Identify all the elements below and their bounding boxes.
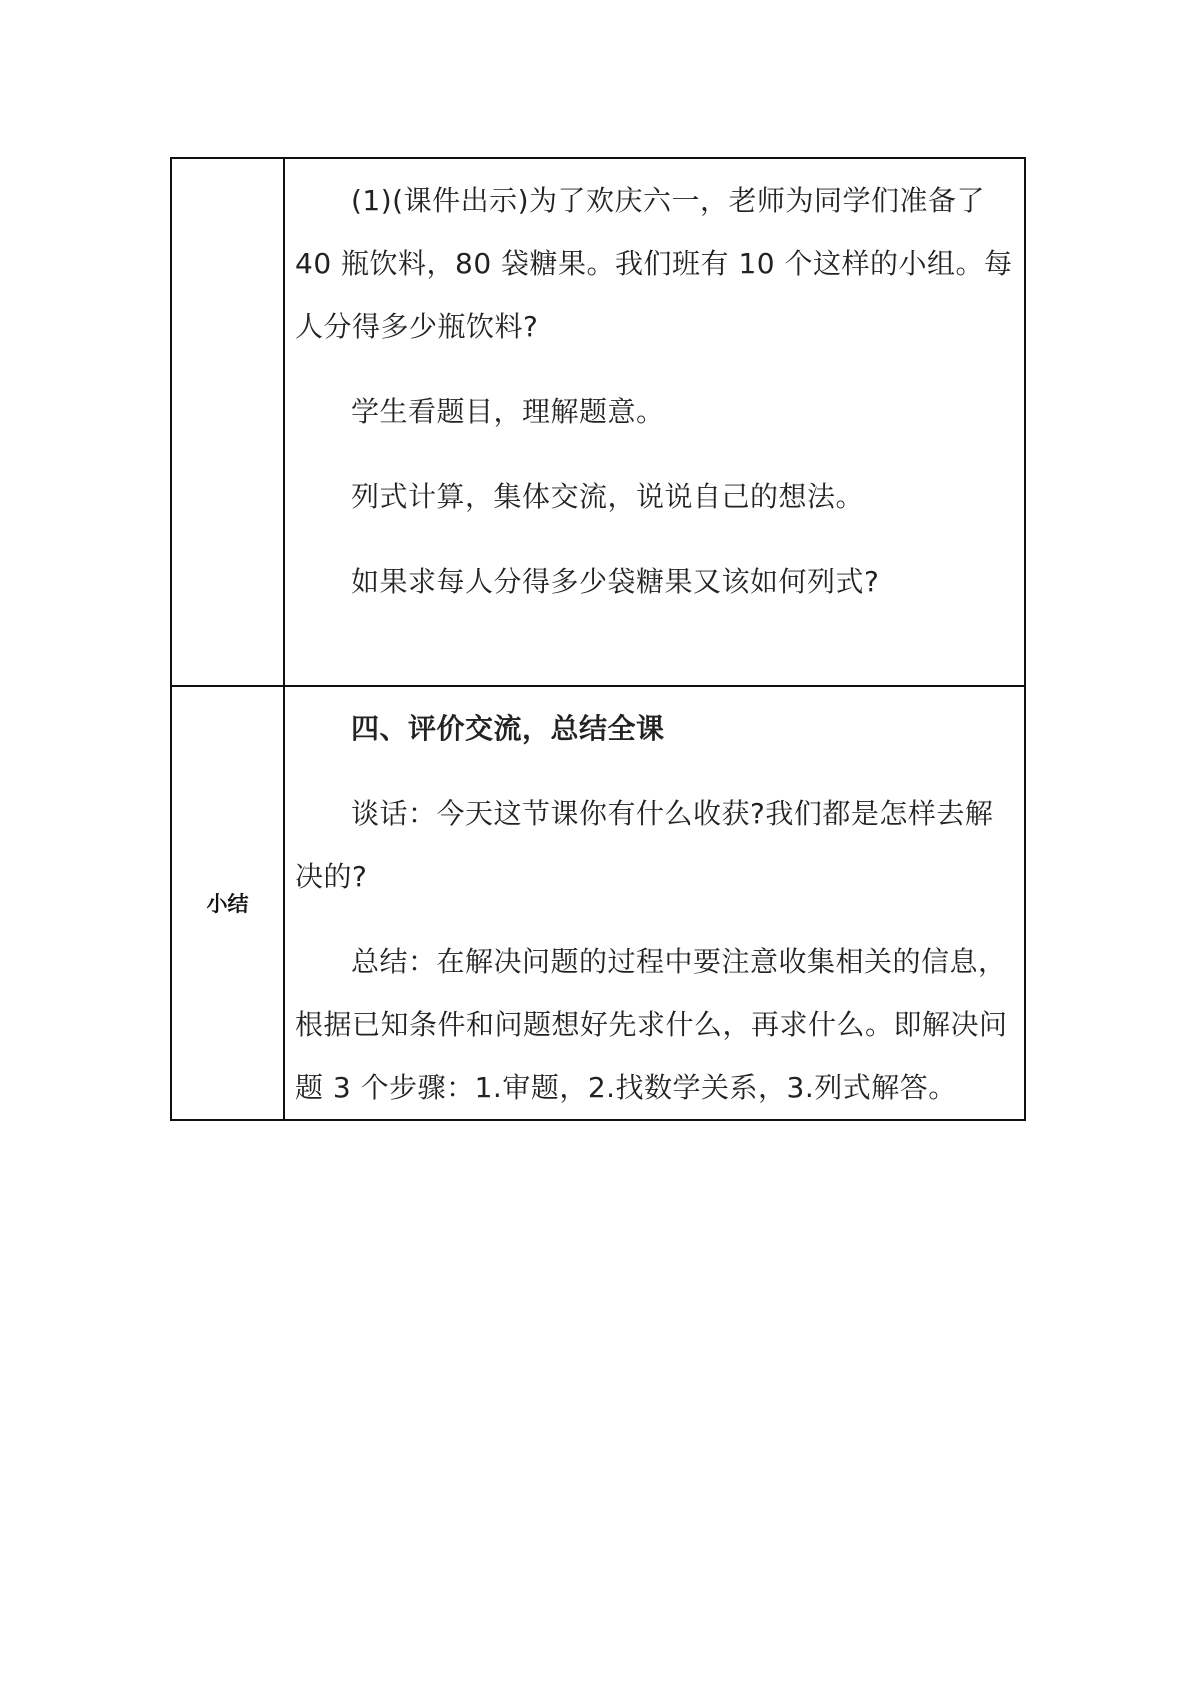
row-content-cell <box>284 158 1025 686</box>
paragraph: 列式计算，集体交流，说说自己的想法。 <box>351 480 865 513</box>
paragraph: 谈话：今天这节课你有什么收获?我们都是怎样去解决的? <box>295 797 994 893</box>
paragraph: 总结：在解决问题的过程中要注意收集相关的信息，根据已知条件和问题想好先求什么，再求什么。即解决问题 3 个步骤：1.审题，2.找数学关系，3.列式解答。 <box>295 945 1008 1104</box>
paragraph: 学生看题目，理解题意。 <box>351 395 665 428</box>
paragraph: 如果求每人分得多少袋糖果又该如何列式? <box>351 565 880 598</box>
row-label: 小结 <box>206 892 249 916</box>
lesson-plan-table <box>170 157 1026 1121</box>
paragraph: (1)(课件出示)为了欢庆六一，老师为同学们准备了40 瓶饮料，80 袋糖果。我们班有 10 个这样的小组。每人分得多少瓶饮料? <box>295 184 1013 343</box>
row-content-cell <box>284 686 1025 1120</box>
table-row <box>171 158 1025 686</box>
section-heading: 四、评价交流，总结全课 <box>351 712 665 745</box>
row-label-cell <box>171 686 284 1120</box>
row-label-cell <box>171 158 284 686</box>
table-row <box>171 686 1025 1120</box>
